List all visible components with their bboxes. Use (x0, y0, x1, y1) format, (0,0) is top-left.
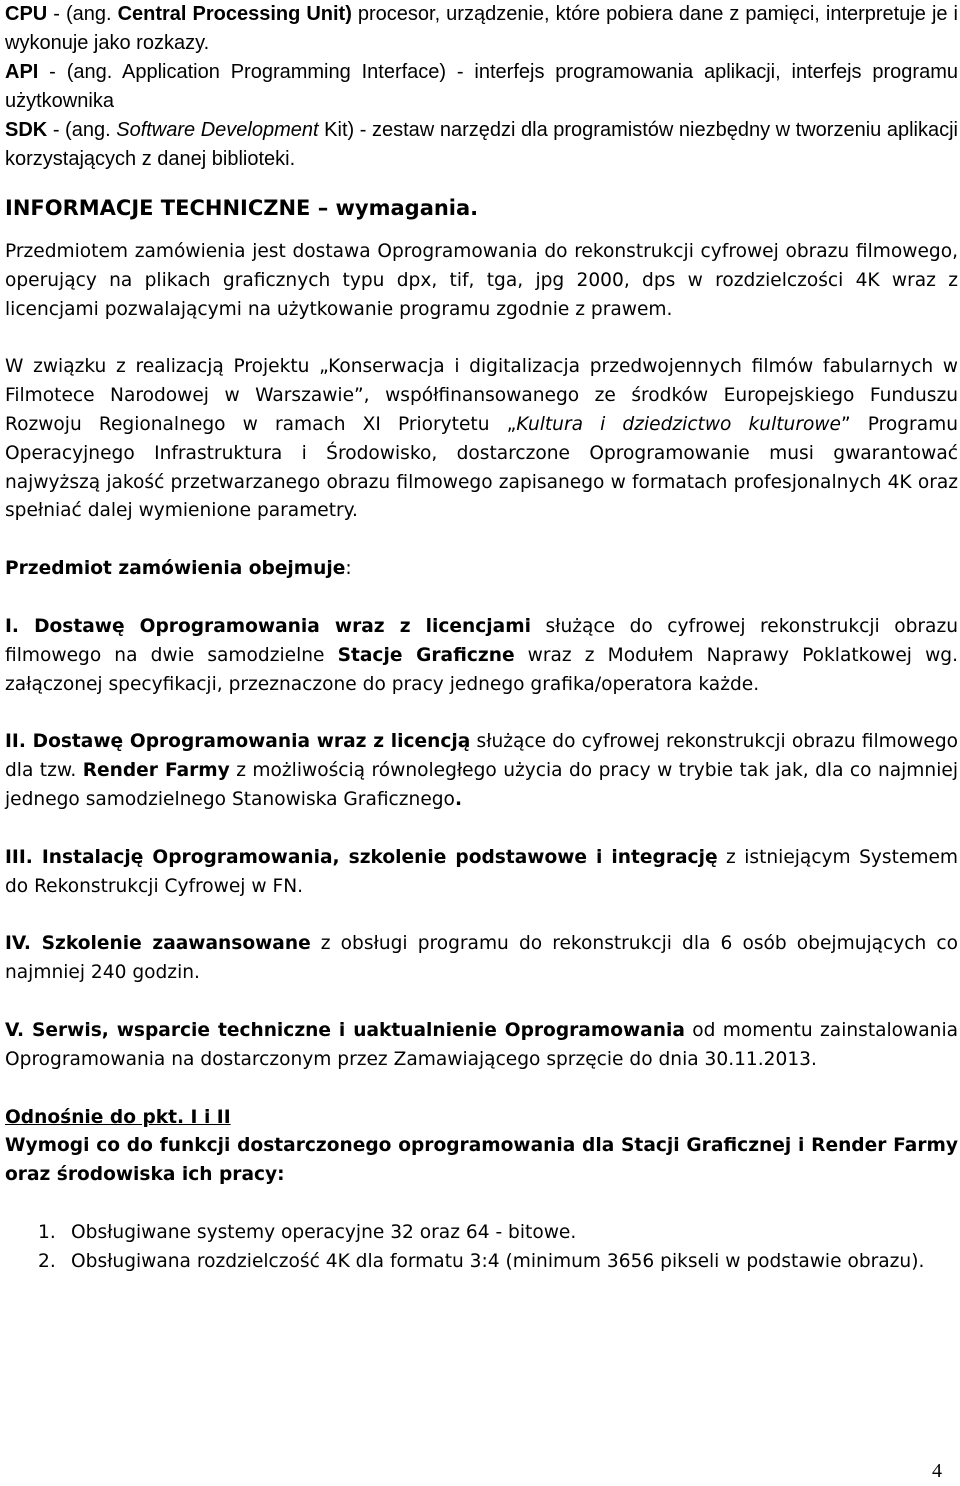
item-i (5, 613, 958, 699)
item-iv (5, 930, 958, 988)
list-item (38, 1248, 958, 1277)
item-v (5, 1017, 958, 1075)
scope-heading (5, 555, 958, 584)
requirements-heading-text: Wymogi co do funkcji dostarczonego oprogramowania dla Stacji Graficznej i Render Farmy oraz środowiska ich pracy: (5, 1135, 958, 1186)
definition-cpu (5, 0, 958, 58)
project-paragraph (5, 353, 958, 526)
requirements-heading (5, 1132, 958, 1190)
scope-heading-text: Przedmiot zamówienia obejmuje (5, 558, 346, 580)
list-number: 2. (38, 1250, 56, 1272)
item-text: wraz z Modułem Naprawy Poklatkowej wg. załączonej specyfikacji, przeznaczone do pracy jednego grafika/operatora każde. (5, 644, 958, 695)
term-expansion: Software Development (116, 119, 319, 141)
paragraph-text: W związku z realizacją Projektu „Konserwacja i digitalizacja przedwojennych filmów fabularnych w Filmotece Narodowej w Warszawie”, współfinansowanego ze środków Europejskiego Funduszu Rozwoju Regionalnego w ramach XI Priorytetu „ (5, 356, 958, 435)
section-heading: INFORMACJE TECHNICZNE – wymagania. (5, 196, 479, 220)
term-expansion: Central Processing Unit) (117, 3, 352, 25)
document-page (5, 0, 958, 1277)
item-ii (5, 728, 958, 814)
item-text: od momentu zainstalowania Oprogramowania na dostarczonym przez Zamawiającego sprzęcie do dnia 30.11.2013. (5, 1019, 958, 1070)
paragraph-text: ” Programu Operacyjnego Infrastruktura i Środowisko, dostarczone Oprogramowanie musi gwarantować najwyższą jakość przetwarzanego obrazu filmowego zapisanego w formatach profesjonalnych 4K oraz spełniać dalej wymienione parametry. (5, 413, 958, 522)
list-text: Obsługiwane systemy operacyjne 32 oraz 64 - bitowe. (71, 1221, 577, 1243)
priority-name: Kultura i dziedzictwo kulturowe (516, 413, 841, 435)
item-iii (5, 844, 958, 902)
item-title: I. Dostawę Oprogramowania wraz z licencjami (5, 615, 531, 637)
item-emphasis: Stacje Graficzne (337, 644, 515, 666)
item-emphasis: Render Farmy (82, 760, 230, 782)
definition-text: - (ang. Application Programming Interface) - interfejs programowania aplikacji, interfejs programu użytkownika (5, 61, 958, 112)
item-text: służące do cyfrowej rekonstrukcji obrazu filmowego dla tzw. (5, 731, 958, 782)
term: API (5, 61, 39, 83)
reference-label: Odnośnie do pkt. I i II (5, 1106, 231, 1128)
definition-text: - (ang. (47, 119, 117, 141)
item-text: z obsługi programu do rekonstrukcji dla 6 osób obejmujących co najmniej 240 godzin. (5, 933, 958, 984)
definitions-block (5, 0, 958, 174)
requirements-list (5, 1219, 958, 1277)
item-text: służące do cyfrowej rekonstrukcji obrazu filmowego na dwie samodzielne (5, 615, 958, 666)
definition-api (5, 58, 958, 116)
item-title: III. Instalację Oprogramowania, szkolenie podstawowe i integrację (5, 846, 718, 868)
definition-text: Kit) - zestaw narzędzi dla programistów niezbędny w tworzeniu aplikacji korzystających z danej biblioteki. (5, 119, 958, 170)
item-text: z istniejącym Systemem do Rekonstrukcji Cyfrowej w FN. (5, 846, 958, 897)
item-title: V. Serwis, wsparcie techniczne i uaktualnienie Oprogramowania (5, 1019, 685, 1041)
reference-link (5, 1104, 958, 1133)
definition-text: procesor, urządzenie, które pobiera dane z pamięci, interpretuje je i wykonuje jako rozkazy. (5, 3, 958, 54)
term: CPU (5, 3, 48, 25)
definition-text: - (ang. (47, 3, 118, 25)
scope-heading-colon: : (345, 558, 352, 580)
intro-paragraph: Przedmiotem zamówienia jest dostawa Oprogramowania do rekonstrukcji cyfrowej obrazu filmowego, operujący na plikach graficznych typu dpx, tif, tga, jpg 2000, dps w rozdzielczości 4K wraz z licencjami pozwalającymi na użytkowanie programu zgodnie z prawem. (5, 241, 958, 320)
page-number: 4 (932, 1460, 942, 1482)
list-text: Obsługiwana rozdzielczość 4K dla formatu 3:4 (minimum 3656 pikseli w podstawie obrazu). (71, 1250, 925, 1272)
list-item (38, 1219, 958, 1248)
definition-sdk (5, 116, 958, 174)
list-number: 1. (38, 1221, 56, 1243)
item-title: IV. Szkolenie zaawansowane (5, 933, 311, 955)
item-emphasis: . (454, 788, 463, 810)
term: SDK (5, 119, 48, 141)
item-title: II. Dostawę Oprogramowania wraz z licencją (5, 731, 471, 753)
item-text: z możliwością równoległego użycia do pracy w trybie tak jak, dla co najmniej jednego samodzielnego Stanowiska Graficznego (5, 760, 958, 810)
